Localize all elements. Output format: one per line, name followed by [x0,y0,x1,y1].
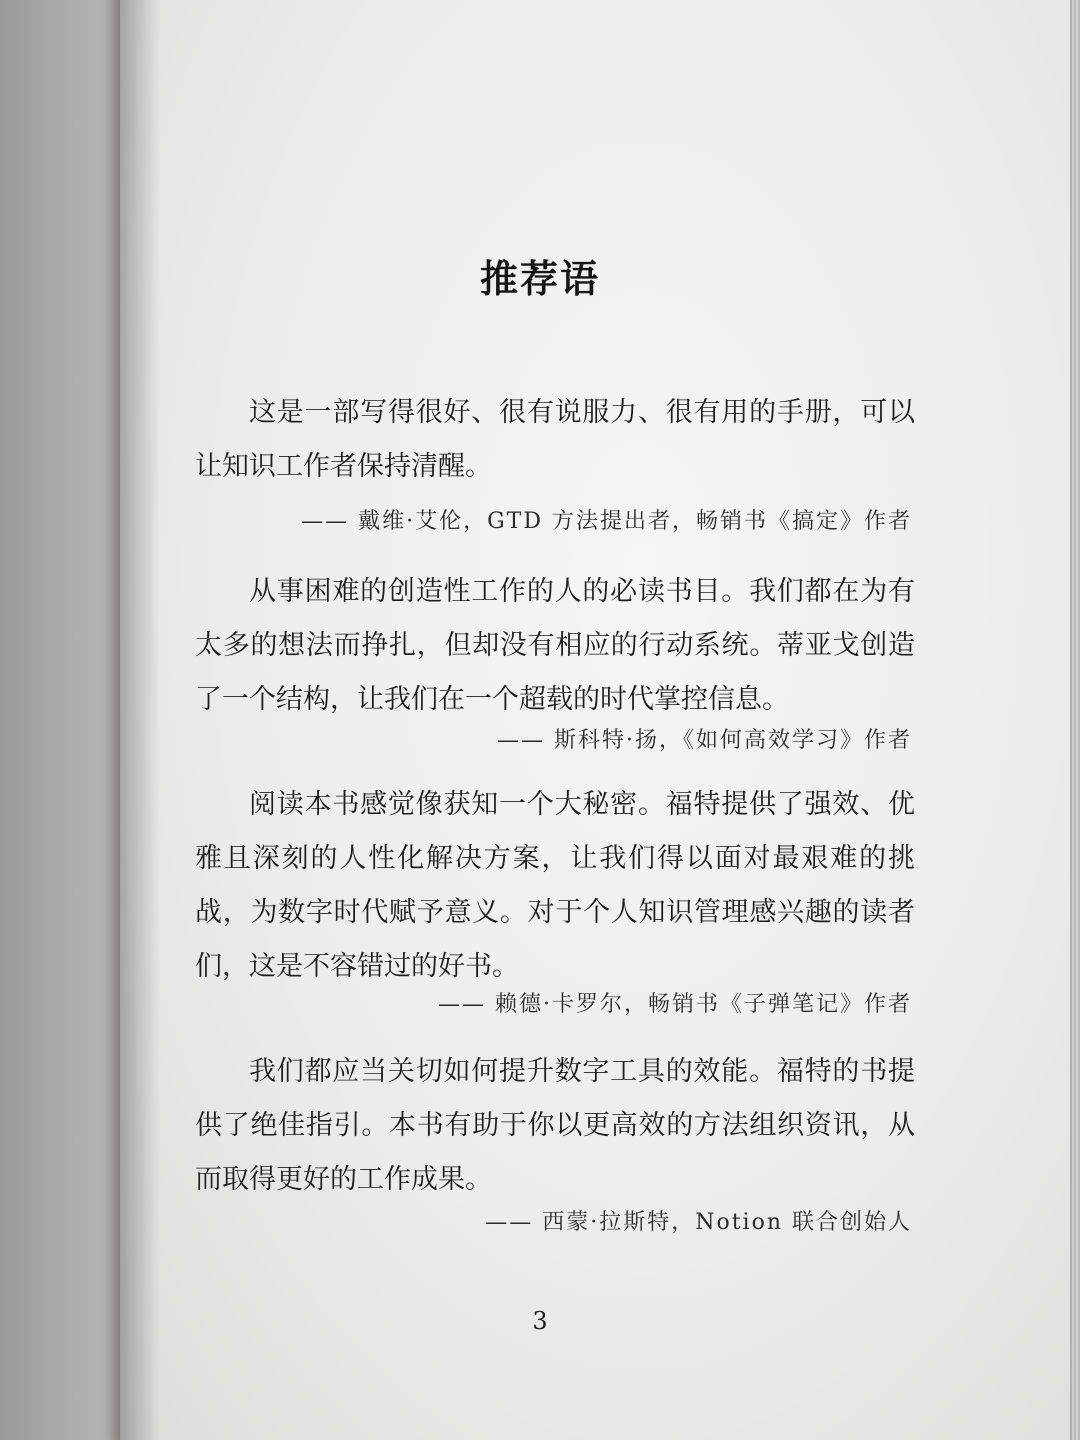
gutter-shadow [120,0,160,1440]
endorsement-attribution: —— 西蒙·拉斯特，Notion 联合创始人 [485,1210,912,1235]
page-number: 3 [532,1307,548,1335]
endorsement-attribution: —— 赖德·卡罗尔，畅销书《子弹笔记》作者 [438,992,912,1017]
page-title: 推荐语 [479,256,600,301]
endorsement-text: 阅读本书感觉像获知一个大秘密。福特提供了强效、优雅且深刻的人性化解决方案，让我们得以面对最艰难的挑战，为数字时代赋予意义。对于个人知识管理感兴趣的读者们，这是不容错过的好书。 [195,789,915,982]
endorsement-text: 我们都应当关切如何提升数字工具的效能。福特的书提供了绝佳指引。本书有助于你以更高效的方法组织资讯，从而取得更好的工作成果。 [195,1056,915,1195]
endorsement-attribution: —— 斯科特·扬，《如何高效学习》作者 [497,728,912,753]
endorsement-text: 这是一部写得很好、很有说服力、很有用的手册，可以让知识工作者保持清醒。 [195,397,915,482]
endorsement-text: 从事困难的创造性工作的人的必读书目。我们都在为有太多的想法而挣扎，但却没有相应的行动系统。蒂亚戈创造了一个结构，让我们在一个超载的时代掌控信息。 [195,576,915,715]
endorsement-attribution: —— 戴维·艾伦，GTD 方法提出者，畅销书《搞定》作者 [301,509,912,534]
